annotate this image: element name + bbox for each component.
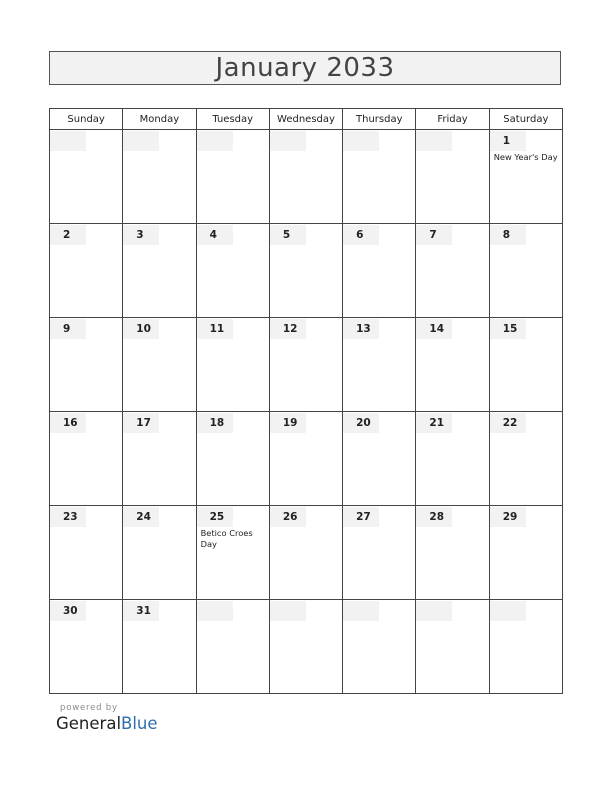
day-cell [123, 600, 196, 694]
empty-day-cell [123, 130, 196, 224]
weekday-sunday: Sunday [50, 109, 123, 130]
day-number: 30 [50, 601, 86, 621]
empty-day-cell [416, 130, 489, 224]
day-number [50, 131, 86, 151]
week-row [50, 318, 563, 412]
day-number [123, 131, 159, 151]
brand-general: General [56, 714, 122, 733]
day-cell [123, 318, 196, 412]
day-number: 1 [490, 131, 526, 151]
day-cell [123, 224, 196, 318]
week-row [50, 130, 563, 224]
week-row [50, 412, 563, 506]
day-cell [50, 600, 123, 694]
weekday-monday: Monday [123, 109, 196, 130]
day-cell [50, 506, 123, 600]
day-cell [50, 318, 123, 412]
week-row [50, 600, 563, 694]
day-cell [343, 224, 416, 318]
day-number: 20 [343, 413, 379, 433]
day-cell [343, 412, 416, 506]
day-number: 25 [197, 507, 233, 527]
day-number [270, 601, 306, 621]
day-number: 3 [123, 225, 159, 245]
day-cell [489, 130, 562, 224]
day-number [343, 131, 379, 151]
day-number: 12 [270, 319, 306, 339]
day-number: 17 [123, 413, 159, 433]
day-cell [196, 224, 269, 318]
calendar-grid [49, 108, 563, 694]
day-number: 13 [343, 319, 379, 339]
day-number: 5 [270, 225, 306, 245]
day-number: 16 [50, 413, 86, 433]
day-cell [123, 506, 196, 600]
empty-day-cell [50, 130, 123, 224]
day-number: 15 [490, 319, 526, 339]
empty-day-cell [489, 600, 562, 694]
empty-day-cell [196, 130, 269, 224]
day-number [197, 131, 233, 151]
day-cell [343, 506, 416, 600]
day-cell [343, 318, 416, 412]
weekday-tuesday: Tuesday [196, 109, 269, 130]
day-number: 31 [123, 601, 159, 621]
day-cell [489, 318, 562, 412]
day-number: 21 [416, 413, 452, 433]
day-cell [416, 224, 489, 318]
day-number: 22 [490, 413, 526, 433]
day-number: 26 [270, 507, 306, 527]
day-number: 29 [490, 507, 526, 527]
month-title-box [49, 51, 561, 85]
brand-blue: Blue [121, 714, 158, 733]
weekday-thursday: Thursday [343, 109, 416, 130]
weekday-wednesday: Wednesday [269, 109, 342, 130]
holiday-label: Betico Croes Day [200, 528, 253, 549]
day-number [416, 601, 452, 621]
day-cell [416, 412, 489, 506]
day-cell [269, 412, 342, 506]
week-row [50, 224, 563, 318]
week-row [50, 506, 563, 600]
holiday-label: New Year's Day [493, 152, 558, 162]
day-number: 8 [490, 225, 526, 245]
day-number: 19 [270, 413, 306, 433]
empty-day-cell [196, 600, 269, 694]
day-number [270, 131, 306, 151]
day-number: 14 [416, 319, 452, 339]
day-number: 7 [416, 225, 452, 245]
day-cell [489, 506, 562, 600]
day-number: 6 [343, 225, 379, 245]
day-number: 4 [197, 225, 233, 245]
weekday-friday: Friday [416, 109, 489, 130]
day-number: 24 [123, 507, 159, 527]
powered-by-text: powered by [60, 703, 118, 713]
day-cell [269, 318, 342, 412]
day-number [490, 601, 526, 621]
day-cell [416, 506, 489, 600]
day-number: 23 [50, 507, 86, 527]
weekday-saturday: Saturday [489, 109, 562, 130]
weekday-header-row [50, 109, 563, 130]
month-title: January 2033 [215, 53, 395, 83]
calendar-body [50, 130, 563, 694]
day-cell [50, 412, 123, 506]
day-cell [196, 318, 269, 412]
empty-day-cell [343, 600, 416, 694]
day-number: 18 [197, 413, 233, 433]
day-number: 9 [50, 319, 86, 339]
brand-logo [56, 714, 158, 733]
day-cell [416, 318, 489, 412]
day-cell [50, 224, 123, 318]
day-cell [489, 412, 562, 506]
empty-day-cell [416, 600, 489, 694]
day-number: 28 [416, 507, 452, 527]
day-cell [196, 412, 269, 506]
day-cell [196, 506, 269, 600]
empty-day-cell [343, 130, 416, 224]
day-cell [489, 224, 562, 318]
footer [56, 703, 158, 733]
day-number: 10 [123, 319, 159, 339]
day-number [343, 601, 379, 621]
empty-day-cell [269, 600, 342, 694]
day-number [197, 601, 233, 621]
empty-day-cell [269, 130, 342, 224]
day-number: 11 [197, 319, 233, 339]
day-number: 27 [343, 507, 379, 527]
day-cell [269, 224, 342, 318]
day-number [416, 131, 452, 151]
day-cell [123, 412, 196, 506]
day-number: 2 [50, 225, 86, 245]
day-cell [269, 506, 342, 600]
